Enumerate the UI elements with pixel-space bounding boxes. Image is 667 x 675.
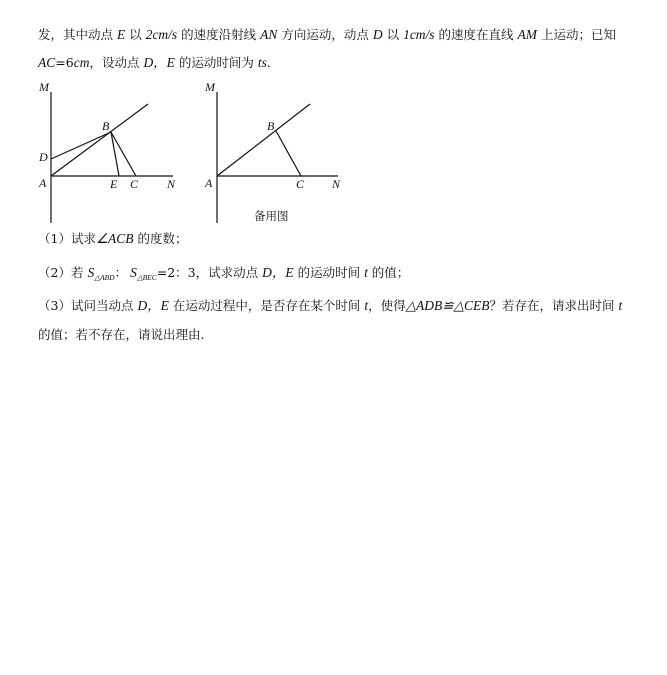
fig1-segment-db: [51, 132, 111, 159]
fig1-label-n: N: [167, 177, 176, 191]
fig2-ray-ab: [217, 104, 310, 176]
point-e: E: [116, 27, 126, 42]
fig2-segment-bc: [276, 131, 301, 176]
fig1-ray-ab: [51, 104, 148, 176]
fig1-label-e: E: [110, 177, 118, 191]
speed-d: 1cm/s: [403, 27, 435, 42]
figure-1: [51, 92, 173, 223]
problem-line-2: AC=6cm，设动点 D，E 的运动时间为 ts.: [38, 55, 271, 70]
question-2: （2）若 $S_{\triangle ABD}$： $S_{\triangle BEC}=2$：3，试求动点 D，E 的运动时间 t 的值；: [38, 265, 410, 282]
line-am: AM: [517, 27, 538, 42]
figure-2: [217, 92, 338, 223]
fig1-label-d: D: [39, 150, 48, 164]
question-3: （3）试问当动点 D，E 在运动过程中，是否存在某个时间 t，使得△ADB≌△CEB？若存在，请求出时间 t: [38, 298, 623, 313]
fig2-label-a: A: [205, 176, 213, 190]
fig2-label-c: C: [296, 177, 305, 191]
congruence-statement: △ADB≌△CEB: [405, 298, 490, 313]
fig1-label-b: B: [102, 119, 110, 133]
fig2-caption: 备用图: [254, 209, 289, 223]
area-symbol-2: S: [130, 265, 137, 280]
fig2-label-n: N: [332, 177, 341, 191]
problem-line-1: 发，其中动点 E 以 2cm/s 的速度沿射线 AN 方向运动，动点 D 以 1cm/s 的速度在直线 AM 上运动；已知: [38, 27, 616, 42]
segment-ac: AC: [38, 55, 56, 70]
point-d: D: [372, 27, 383, 42]
question-1: （1）试求∠ACB 的度数；: [38, 231, 188, 246]
speed-e: 2cm/s: [145, 27, 178, 42]
fig1-label-c: C: [130, 177, 139, 191]
fig1-label-m: M: [39, 80, 49, 94]
angle-acb: ∠ACB: [95, 231, 134, 246]
fig1-label-a: A: [39, 176, 47, 190]
ray-an: AN: [260, 27, 278, 42]
question-3-continued: 的值；若不存在，请说出理由.: [38, 327, 205, 342]
fig2-label-m: M: [205, 80, 215, 94]
area-symbol-1: S: [87, 265, 95, 280]
geometry-figures: [30, 78, 390, 228]
fig2-label-b: B: [267, 119, 275, 133]
